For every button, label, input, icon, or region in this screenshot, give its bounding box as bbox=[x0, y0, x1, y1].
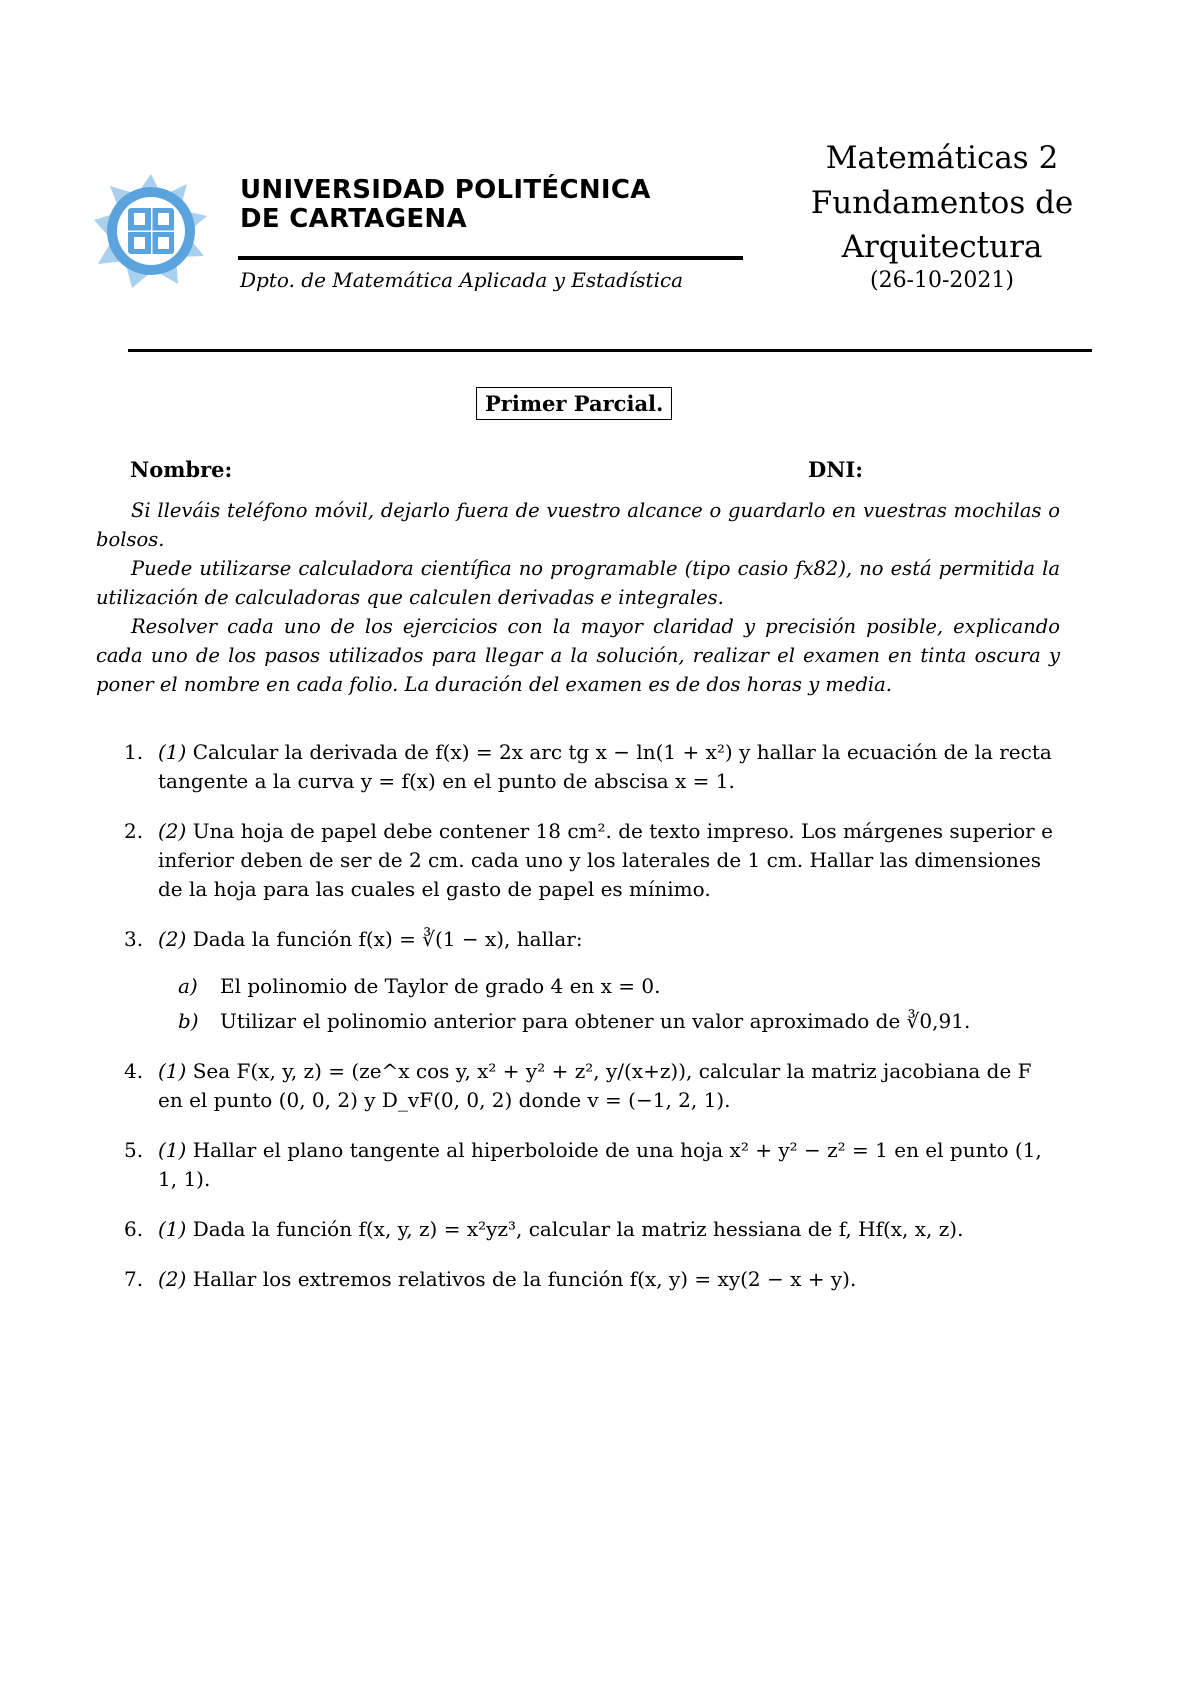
problem-number: 3. bbox=[124, 927, 144, 951]
problem-number: 4. bbox=[124, 1059, 144, 1083]
problem-points: (2) bbox=[158, 927, 187, 951]
problem-number: 5. bbox=[124, 1138, 144, 1162]
university-crest-logo-icon bbox=[92, 172, 210, 290]
subproblem-item bbox=[158, 972, 1060, 1001]
university-name-line2: DE CARTAGENA bbox=[240, 204, 467, 234]
subproblem-text: Utilizar el polinomio anterior para obtener un valor aproximado de ∛0,91. bbox=[220, 1009, 971, 1033]
problem-text: Dada la función f(x) = ∛(1 − x), hallar: bbox=[192, 927, 583, 951]
instruction-paragraph: Si lleváis teléfono móvil, dejarlo fuera de vuestro alcance o guardarlo en vuestras mochilas o bolsos. bbox=[96, 499, 1060, 551]
problem-text: Una hoja de papel debe contener 18 cm². de texto impreso. Los márgenes superior e inferior deben de ser de 2 cm. cada uno y los laterales de 1 cm. Hallar las dimensiones de la hoja para las cuales el gasto de papel es mínimo. bbox=[158, 819, 1053, 901]
problem-text: Calcular la derivada de f(x) = 2x arc tg x − ln(1 + x²) y hallar la ecuación de la recta tangente a la curva y = f(x) en el punto de abscisa x = 1. bbox=[158, 740, 1052, 793]
problem-list bbox=[96, 738, 1060, 1315]
problem-item bbox=[96, 738, 1060, 796]
problem-item bbox=[96, 1136, 1060, 1194]
department-name: Dpto. de Matemática Aplicada y Estadística bbox=[240, 268, 684, 292]
dni-label: DNI: bbox=[808, 457, 863, 482]
name-label: Nombre: bbox=[130, 457, 233, 482]
problem-points: (1) bbox=[158, 1138, 187, 1162]
problem-number: 1. bbox=[124, 740, 144, 764]
problem-item bbox=[96, 1265, 1060, 1294]
course-title-line2: Fundamentos de bbox=[810, 185, 1074, 221]
problem-number: 2. bbox=[124, 819, 144, 843]
problem-text: Hallar los extremos relativos de la función f(x, y) = xy(2 − x + y). bbox=[192, 1267, 857, 1291]
university-name-line1: UNIVERSIDAD POLITÉCNICA bbox=[240, 175, 651, 205]
header-divider bbox=[238, 256, 743, 260]
problem-text: Hallar el plano tangente al hiperboloide de una hoja x² + y² − z² = 1 en el punto (1, 1, 1). bbox=[158, 1138, 1042, 1191]
instructions bbox=[96, 496, 1060, 699]
page-divider bbox=[128, 349, 1092, 352]
instruction-paragraph: Resolver cada uno de los ejercicios con la mayor claridad y precisión posible, explicando cada uno de los pasos utilizados para llegar a la solución, realizar el examen en tinta oscura y poner el nombre en cada folio. La duración del examen es de dos horas y media. bbox=[96, 615, 1060, 696]
problem-item bbox=[96, 1057, 1060, 1115]
problem-text: Dada la función f(x, y, z) = x²yz³, calcular la matriz hessiana de f, Hf(x, x, z). bbox=[192, 1217, 964, 1241]
problem-item bbox=[96, 1215, 1060, 1244]
course-title-line1: Matemáticas 2 bbox=[825, 140, 1059, 176]
university-logo bbox=[92, 172, 210, 290]
problem-points: (1) bbox=[158, 740, 187, 764]
problem-points: (2) bbox=[158, 819, 187, 843]
subproblem-text: El polinomio de Taylor de grado 4 en x = 0. bbox=[220, 974, 661, 998]
subproblem-label: a) bbox=[178, 974, 198, 998]
problem-item bbox=[96, 817, 1060, 904]
course-title-line3: Arquitectura bbox=[841, 229, 1043, 265]
subproblem-item bbox=[158, 1007, 1060, 1036]
problem-points: (1) bbox=[158, 1059, 187, 1083]
problem-points: (2) bbox=[158, 1267, 187, 1291]
problem-number: 7. bbox=[124, 1267, 144, 1291]
problem-number: 6. bbox=[124, 1217, 144, 1241]
exam-title: Primer Parcial. bbox=[476, 387, 672, 420]
subproblem-label: b) bbox=[178, 1009, 199, 1033]
exam-date: (26-10-2021) bbox=[869, 268, 1014, 293]
problem-item bbox=[96, 925, 1060, 1036]
problem-points: (1) bbox=[158, 1217, 187, 1241]
problem-text: Sea F(x, y, z) = (ze^x cos y, x² + y² + z², y/(x+z)), calcular la matriz jacobiana de F en el punto (0, 0, 2) y D_vF(0, 0, 2) donde v = (−1, 2, 1). bbox=[158, 1059, 1032, 1112]
instruction-paragraph: Puede utilizarse calculadora científica no programable (tipo casio fx82), no está permitida la utilización de calculadoras que calculen derivadas e integrales. bbox=[96, 557, 1060, 609]
